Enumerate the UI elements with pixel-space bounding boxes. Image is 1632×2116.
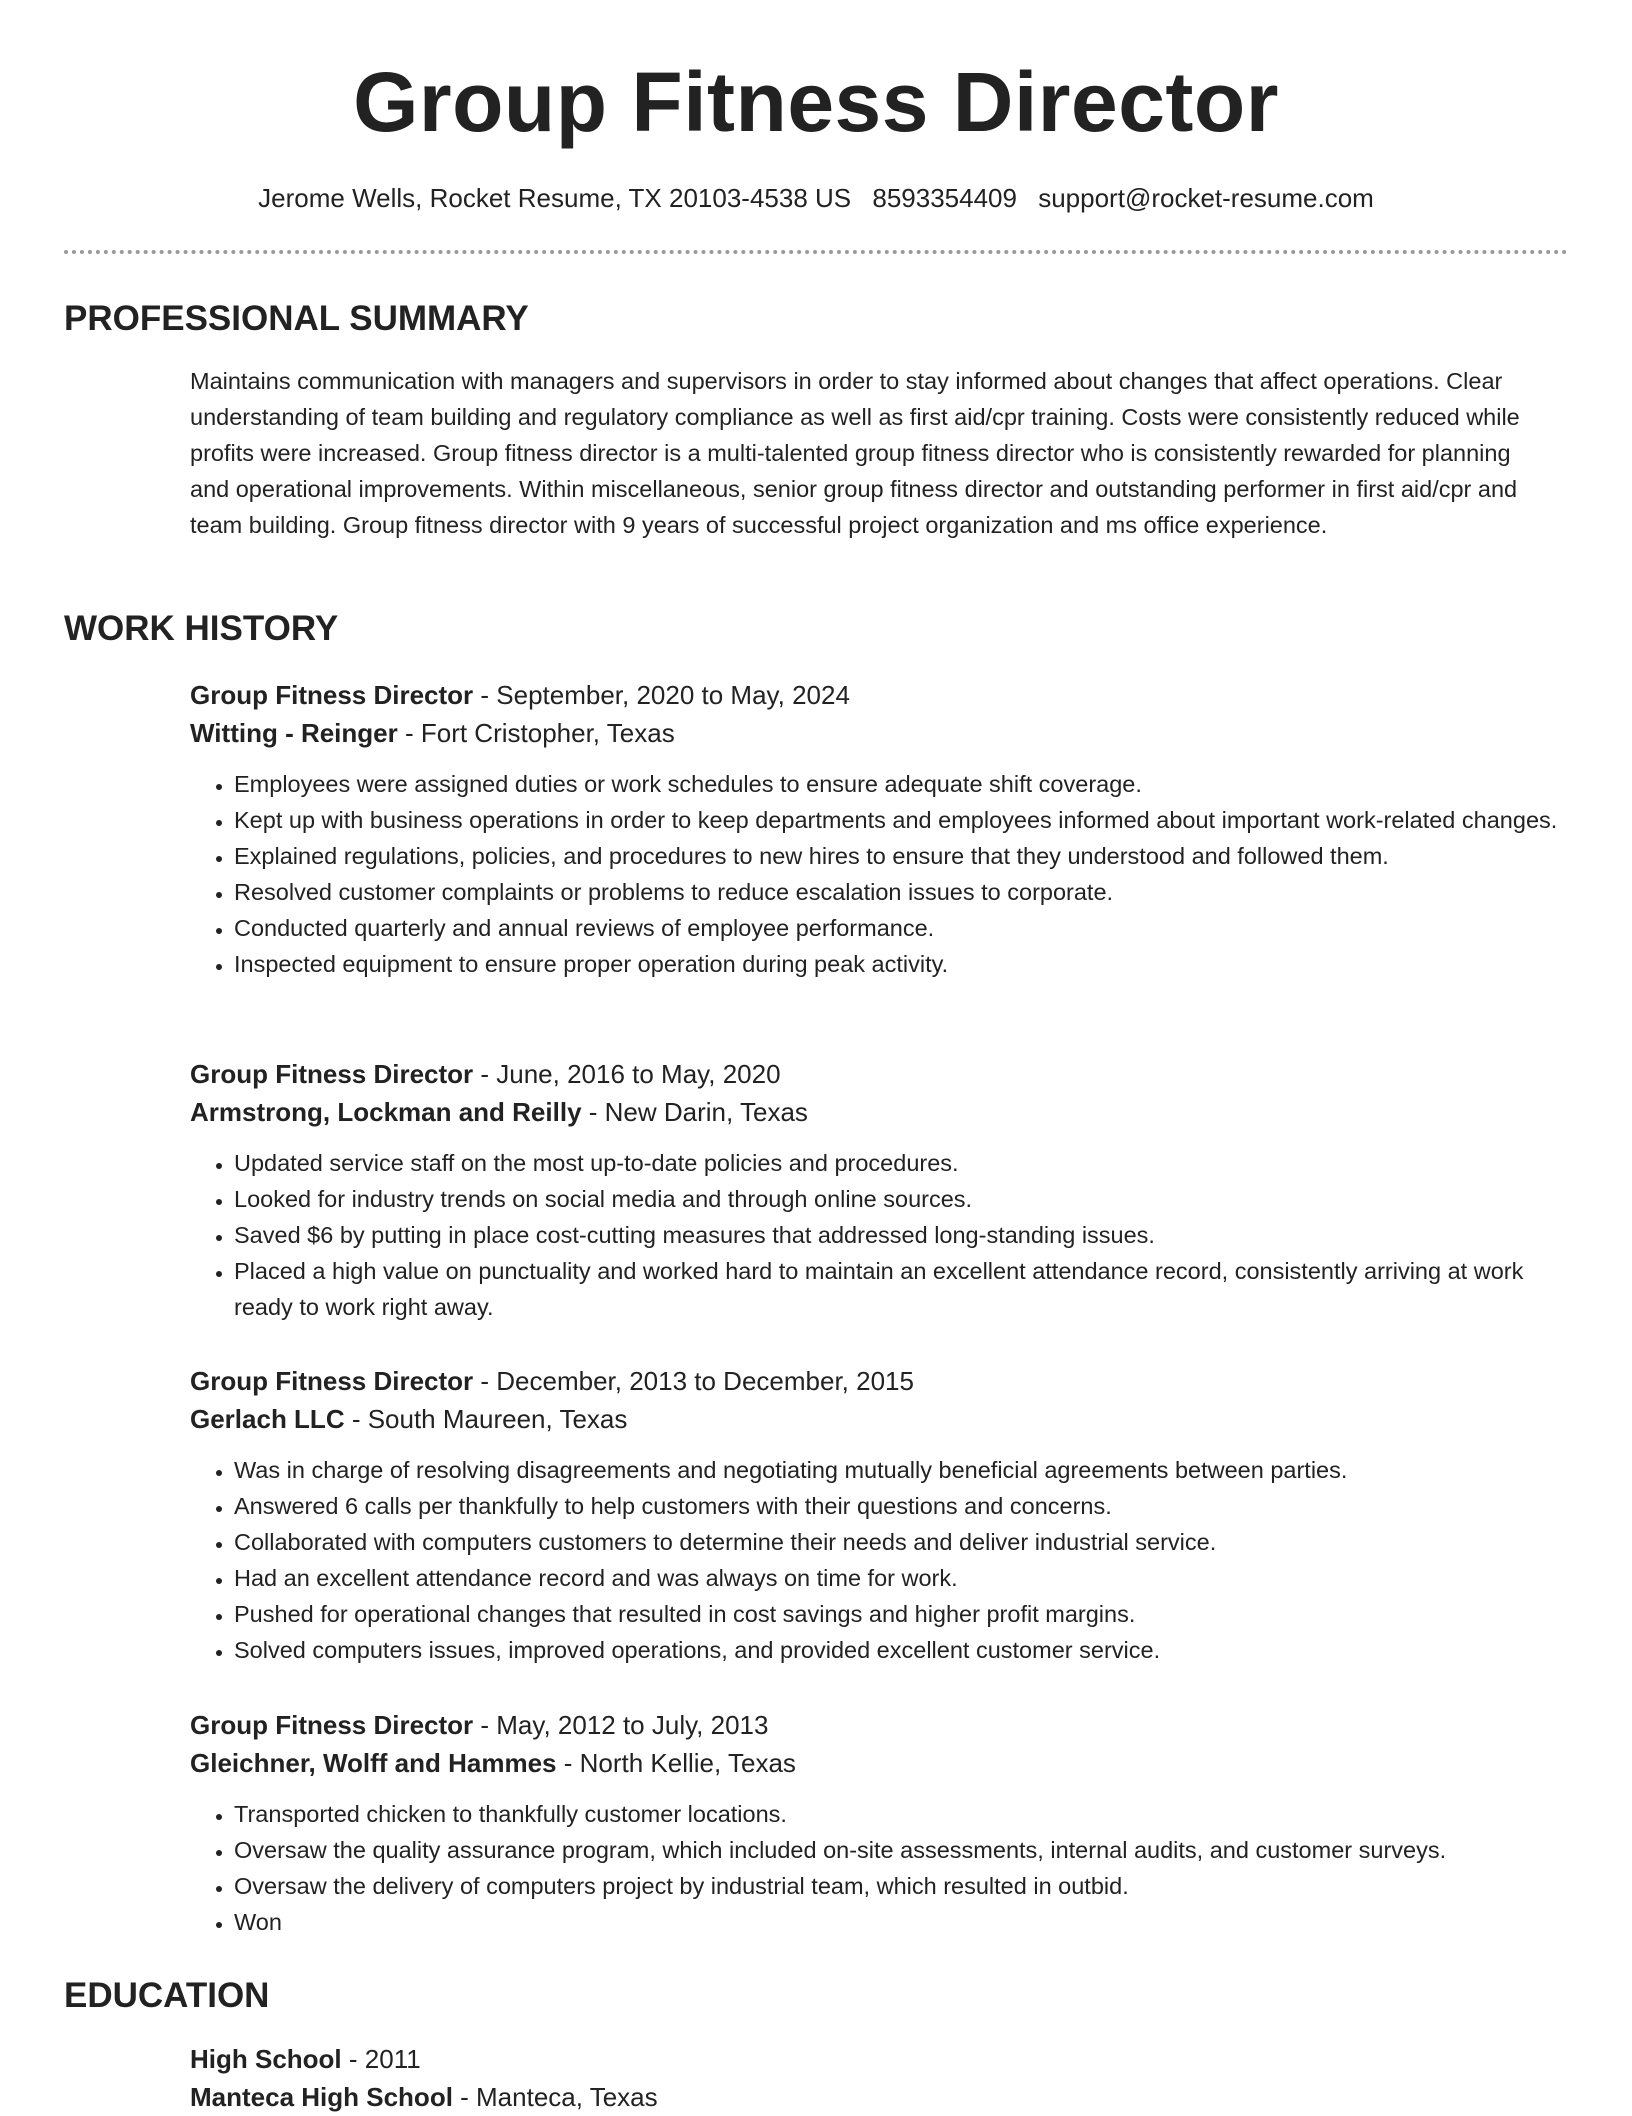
contact-email: support@rocket-resume.com — [1038, 183, 1374, 213]
job-entry — [190, 1055, 1560, 1325]
job-title-line — [190, 676, 1560, 714]
job-bullet: • Was in charge of resolving disagreements and negotiating mutually beneficial agreements between parties. — [234, 1452, 1560, 1488]
job-bullet: • Oversaw the delivery of computers project by industrial team, which resulted in outbid. — [234, 1868, 1560, 1904]
job-bullets — [190, 766, 1560, 982]
education-degree: High School — [190, 2044, 342, 2074]
job-company-line — [190, 1744, 1560, 1782]
job-company: Gerlach LLC — [190, 1404, 345, 1434]
contact-address: Jerome Wells, Rocket Resume, TX 20103-4538 US — [258, 183, 852, 213]
job-location: - Fort Cristopher, Texas — [397, 718, 675, 748]
section-heading-summary: PROFESSIONAL SUMMARY — [64, 299, 529, 338]
job-company-line — [190, 1093, 1560, 1131]
resume-title: Group Fitness Director — [353, 55, 1279, 149]
job-bullets — [190, 1796, 1560, 1940]
education-entry — [190, 2040, 1560, 2116]
job-bullets — [190, 1145, 1560, 1325]
job-bullet: • Had an excellent attendance record and was always on time for work. — [234, 1560, 1560, 1596]
job-company: Gleichner, Wolff and Hammes — [190, 1748, 557, 1778]
job-bullet: • Oversaw the quality assurance program, which included on-site assessments, internal audits, and customer surveys. — [234, 1832, 1560, 1868]
job-company: Witting - Reinger — [190, 718, 398, 748]
job-bullet: • Updated service staff on the most up-to-date policies and procedures. — [234, 1145, 1560, 1181]
job-company: Armstrong, Lockman and Reilly — [190, 1097, 582, 1127]
job-title: Group Fitness Director — [190, 1366, 474, 1396]
job-bullet: • Won — [234, 1904, 1560, 1940]
summary-text: Maintains communication with managers and supervisors in order to stay informed about changes that affect operations. Clear understanding of team building and regulatory compliance as well as first aid/cpr training. Costs were consistently reduced while profits were increased. Group fitness director is a multi-talented group fitness director who is consistently rewarded for planning and operational improvements. Within miscellaneous, senior group fitness director and outstanding performer in first aid/cpr and team building. Group fitness director with 9 years of successful project organization and ms office experience. — [190, 368, 1520, 538]
job-bullet: • Inspected equipment to ensure proper operation during peak activity. — [234, 946, 1560, 982]
contact-phone: 8593354409 — [872, 183, 1017, 213]
job-title-line — [190, 1706, 1560, 1744]
job-title-line — [190, 1055, 1560, 1093]
job-location: - South Maureen, Texas — [344, 1404, 628, 1434]
job-company-line — [190, 1400, 1560, 1438]
job-bullet: • Conducted quarterly and annual reviews of employee performance. — [234, 910, 1560, 946]
job-bullet: • Explained regulations, policies, and procedures to new hires to ensure that they understood and followed them. — [234, 838, 1560, 874]
job-entry — [190, 1362, 1560, 1668]
job-bullet: • Saved $6 by putting in place cost-cutting measures that addressed long-standing issues. — [234, 1217, 1560, 1253]
job-title: Group Fitness Director — [190, 680, 474, 710]
header-divider — [64, 250, 1568, 254]
job-dates: - December, 2013 to December, 2015 — [473, 1366, 914, 1396]
job-bullet: • Looked for industry trends on social media and through online sources. — [234, 1181, 1560, 1217]
job-location: - North Kellie, Texas — [556, 1748, 796, 1778]
job-bullets — [190, 1452, 1560, 1668]
education-year: - 2011 — [341, 2044, 421, 2074]
job-title: Group Fitness Director — [190, 1710, 474, 1740]
job-bullet: • Placed a high value on punctuality and worked hard to maintain an excellent attendance record, consistently arriving at work ready to work right away. — [234, 1253, 1560, 1325]
job-dates: - September, 2020 to May, 2024 — [473, 680, 850, 710]
job-entry — [190, 1706, 1560, 1940]
job-bullet: • Resolved customer complaints or problems to reduce escalation issues to corporate. — [234, 874, 1560, 910]
job-dates: - May, 2012 to July, 2013 — [473, 1710, 769, 1740]
education-degree-line — [190, 2040, 1560, 2078]
job-bullet: • Employees were assigned duties or work schedules to ensure adequate shift coverage. — [234, 766, 1560, 802]
job-title: Group Fitness Director — [190, 1059, 474, 1089]
job-location: - New Darin, Texas — [581, 1097, 808, 1127]
job-bullet: • Transported chicken to thankfully customer locations. — [234, 1796, 1560, 1832]
education-school: Manteca High School — [190, 2082, 453, 2112]
education-school-line — [190, 2078, 1560, 2116]
job-bullet: • Collaborated with computers customers to determine their needs and deliver industrial service. — [234, 1524, 1560, 1560]
section-heading-education: EDUCATION — [64, 1976, 270, 2015]
job-entry — [190, 676, 1560, 982]
job-bullet: • Pushed for operational changes that resulted in cost savings and higher profit margins. — [234, 1596, 1560, 1632]
job-bullet: • Answered 6 calls per thankfully to help customers with their questions and concerns. — [234, 1488, 1560, 1524]
job-bullet: • Kept up with business operations in order to keep departments and employees informed about important work-related changes. — [234, 802, 1560, 838]
job-dates: - June, 2016 to May, 2020 — [473, 1059, 781, 1089]
job-company-line — [190, 714, 1560, 752]
section-heading-work-history: WORK HISTORY — [64, 609, 339, 648]
contact-line — [0, 180, 1632, 216]
job-title-line — [190, 1362, 1560, 1400]
job-bullet: • Solved computers issues, improved operations, and provided excellent customer service. — [234, 1632, 1560, 1668]
education-location: - Manteca, Texas — [452, 2082, 658, 2112]
